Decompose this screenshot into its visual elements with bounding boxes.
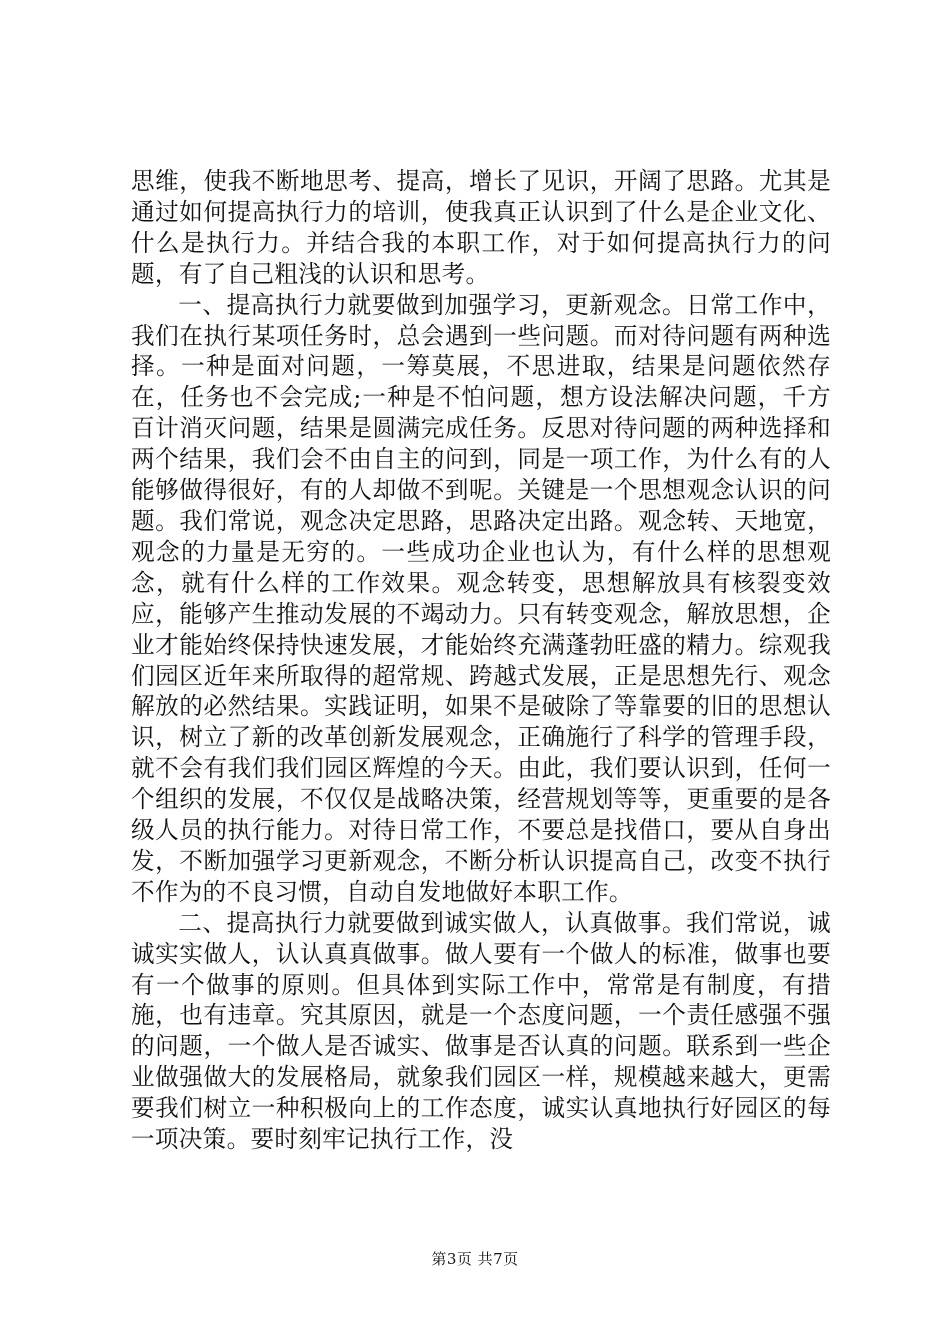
paragraph-section-two: 二、提高执行力就要做到诚实做人，认真做事。我们常说，诚诚实实做人，认认真真做事。做人要有一个做人的标准，做事也要有一个做事的原则。但具体到实际工作中，常常是有制度，有措施，也有违章。究其原因，就是一个态度问题，一个责任感强不强的问题，一个做人是否诚实、做事是否认真的问题。联系到一些企业做强做大的发展格局，就象我们园区一样，规模越来越大，更需要我们树立一种积极向上的工作态度，诚实认真地执行好园区的每一项决策。要时刻牢记执行工作，没 <box>131 908 831 1154</box>
document-body <box>131 166 831 1155</box>
paragraph-continuation: 思维，使我不断地思考、提高，增长了见识，开阔了思路。尤其是通过如何提高执行力的培训，使我真正认识到了什么是企业文化、什么是执行力。并结合我的本职工作，对于如何提高执行力的问题，有了自己粗浅的认识和思考。 <box>131 167 831 288</box>
page-footer: 第3页 共7页 <box>431 1250 519 1268</box>
paragraph-section-one: 一、提高执行力就要做到加强学习，更新观念。日常工作中，我们在执行某项任务时，总会遇到一些问题。而对待问题有两种选择。一种是面对问题，一筹莫展，不思进取，结果是问题依然存在，任务也不会完成;一种是不怕问题，想方设法解决问题，千方百计消灭问题，结果是圆满完成任务。反思对待问题的两种选择和两个结果，我们会不由自主的问到，同是一项工作，为什么有的人能够做得很好，有的人却做不到呢。关键是一个思想观念认识的问题。我们常说，观念决定思路，思路决定出路。观念转、天地宽，观念的力量是无穷的。一些成功企业也认为，有什么样的思想观念，就有什么样的工作效果。观念转变，思想解放具有核裂变效应，能够产生推动发展的不竭动力。只有转变观念，解放思想，企业才能始终保持快速发展，才能始终充满蓬勃旺盛的精力。综观我们园区近年来所取得的超常规、跨越式发展，正是思想先行、观念解放的必然结果。实践证明，如果不是破除了等靠要的旧的思想认识，树立了新的改革创新发展观念，正确施行了科学的管理手段，就不会有我们我们园区辉煌的今天。由此，我们要认识到，任何一个组织的发展，不仅仅是战略决策，经营规划等等，更重要的是各级人员的执行能力。对待日常工作，不要总是找借口，要从自身出发，不断加强学习更新观念，不断分析认识提高自己，改变不执行不作为的不良习惯，自动自发地做好本职工作。 <box>131 290 831 906</box>
